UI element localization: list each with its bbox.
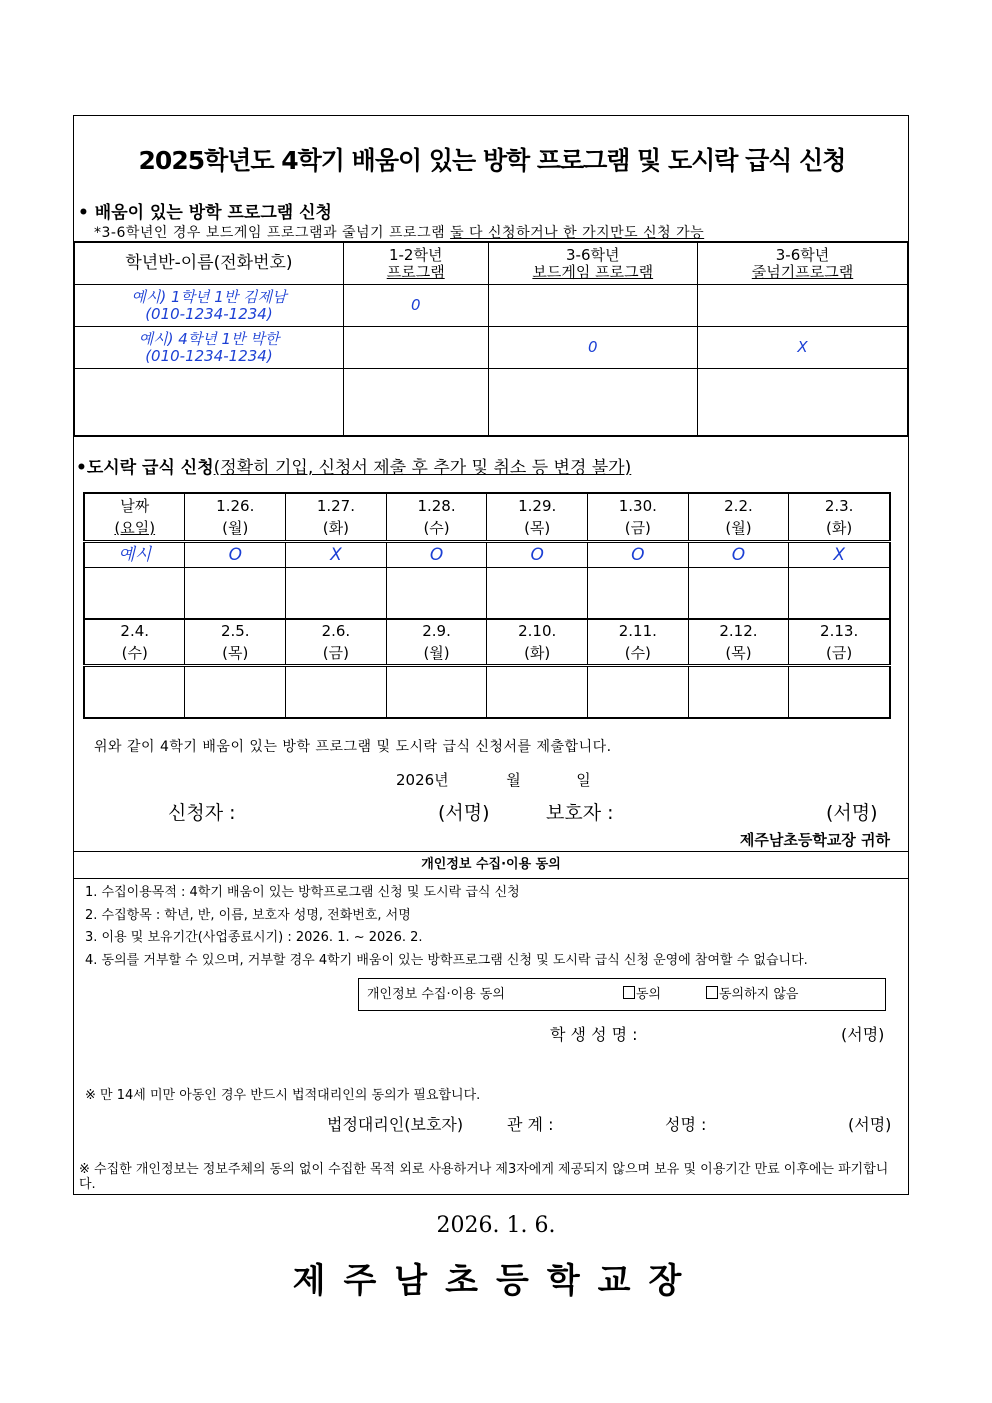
example-cell: X	[286, 542, 387, 568]
meal-entry-cell[interactable]	[487, 568, 588, 620]
meal-entry-cell[interactable]	[84, 666, 185, 719]
meal-entry-cell[interactable]	[789, 666, 890, 719]
checkbox-icon[interactable]	[706, 986, 718, 999]
meal-entry-cell[interactable]	[84, 568, 185, 620]
disagree-option[interactable]: 동의하지 않음	[706, 979, 798, 1010]
header-jumprope: 3-6학년 줄넘기프로그램	[698, 242, 909, 285]
example-cell: X	[789, 542, 890, 568]
date-cell: 2.6. (금)	[286, 619, 387, 666]
declaration-text: 위와 같이 4학기 배움이 있는 방학 프로그램 및 도시락 급식 신청서를 제출합니다.	[94, 739, 612, 755]
privacy-item: 4. 동의를 거부할 수 있으며, 거부할 경우 4학기 배움이 있는 방학프로그램 신청 및 도시락 급식 신청 운영에 참여할 수 없습니다.	[85, 952, 808, 968]
program-table	[73, 241, 909, 437]
table-row	[74, 327, 908, 369]
date-cell: 1.27. (화)	[286, 493, 387, 542]
legal-sign[interactable]: (서명)	[848, 1115, 892, 1134]
meal-entry-cell[interactable]	[688, 568, 789, 620]
date-cell: 2.12. (목)	[688, 619, 789, 666]
date-cell: 1.26. (월)	[185, 493, 286, 542]
jumprope-cell[interactable]: X	[698, 327, 909, 369]
example-cell: O	[487, 542, 588, 568]
meal-example-row	[84, 542, 890, 568]
relation-label: 관 계 :	[507, 1115, 554, 1134]
date-cell: 2.5. (목)	[185, 619, 286, 666]
meal-entry-cell[interactable]	[487, 666, 588, 719]
date-cell: 2.13. (금)	[789, 619, 890, 666]
program-note-emphasis: 둘 다 신청하거나 한 가지만도 신청 가능	[450, 225, 705, 241]
boardgame-cell[interactable]: 0	[488, 327, 697, 369]
meal-entry-cell[interactable]	[688, 666, 789, 719]
jumprope-cell[interactable]	[698, 285, 909, 327]
example-cell: O	[185, 542, 286, 568]
meal-entry-cell[interactable]	[588, 568, 689, 620]
student-cell[interactable]: 예시) 1학년 1반 김제남 (010-1234-1234)	[74, 285, 343, 327]
header-grade12: 1-2학년 프로그램	[343, 242, 488, 285]
student-sign[interactable]: (서명)	[841, 1025, 885, 1044]
program-note	[94, 222, 704, 242]
header-boardgame: 3-6학년 보드게임 프로그램	[488, 242, 697, 285]
example-cell: O	[688, 542, 789, 568]
meal-date-header-row	[84, 493, 890, 542]
date-label-cell: 날짜 (요일)	[84, 493, 185, 542]
meal-heading-note: (정확히 기입, 신청서 제출 후 추가 및 취소 등 변경 불가)	[213, 458, 632, 478]
table-row	[74, 369, 908, 437]
program-note-text: *3-6학년인 경우 보드게임 프로그램과 줄넘기 프로그램	[94, 225, 451, 241]
meal-entry-cell[interactable]	[185, 568, 286, 620]
example-cell: O	[588, 542, 689, 568]
meal-entry-cell[interactable]	[588, 666, 689, 719]
submission-date	[396, 769, 591, 790]
meal-entry-row-week1	[84, 568, 890, 620]
guardian-note: ※ 만 14세 미만 아동인 경우 반드시 법적대리인의 동의가 필요합니다.	[85, 1088, 481, 1103]
student-name-label: 학 생 성 명 :	[550, 1025, 638, 1044]
meal-entry-cell[interactable]	[286, 568, 387, 620]
meal-section-heading	[76, 453, 631, 478]
student-cell[interactable]: 예시) 4학년 1반 박한 (010-1234-1234)	[74, 327, 343, 369]
date-cell: 1.28. (수)	[386, 493, 487, 542]
agree-option[interactable]: 동의	[623, 979, 661, 1010]
date-cell: 2.10. (화)	[487, 619, 588, 666]
retention-footnote: ※ 수집한 개인정보는 정보주체의 동의 없이 수집한 목적 외로 사용하거나 제3자에게 제공되지 않으며 보유 및 이용기간 만료 이후에는 파기합니다.	[79, 1162, 889, 1192]
application-form	[73, 115, 909, 1195]
privacy-consent-section	[73, 851, 909, 1192]
table-row	[74, 285, 908, 327]
date-cell: 2.4. (수)	[84, 619, 185, 666]
issue-date: 2026. 1. 6.	[436, 1213, 556, 1238]
applicant-label: 신청자 :	[168, 802, 236, 824]
grade12-cell[interactable]	[343, 327, 488, 369]
privacy-title: 개인정보 수집·이용 동의	[73, 852, 909, 879]
form-title: 2025학년도 4학기 배움이 있는 방학 프로그램 및 도시락 급식 신청	[138, 146, 846, 175]
day-field[interactable]: 일	[576, 771, 591, 789]
date-cell: 2.3. (화)	[789, 493, 890, 542]
boardgame-cell[interactable]	[488, 285, 697, 327]
date-cell: 2.11. (수)	[588, 619, 689, 666]
applicant-sign[interactable]: (서명)	[438, 802, 490, 824]
date-cell: 1.30. (금)	[588, 493, 689, 542]
meal-entry-cell[interactable]	[789, 568, 890, 620]
meal-date-header-row-week2	[84, 619, 890, 666]
boardgame-cell[interactable]	[488, 369, 697, 437]
meal-entry-row-week2	[84, 666, 890, 719]
student-cell[interactable]	[74, 369, 343, 437]
legal-name-label: 성명 :	[665, 1115, 707, 1134]
meal-heading-bold: •도시락 급식 신청	[76, 458, 214, 478]
year-field[interactable]: 2026년	[396, 771, 449, 789]
meal-table	[83, 492, 891, 719]
date-cell: 1.29. (목)	[487, 493, 588, 542]
guardian-sign[interactable]: (서명)	[826, 802, 878, 824]
date-cell: 2.2. (월)	[688, 493, 789, 542]
program-table-header	[74, 242, 908, 285]
privacy-items	[85, 882, 808, 972]
example-label: 예시	[84, 542, 185, 568]
jumprope-cell[interactable]	[698, 369, 909, 437]
guardian-label: 보호자 :	[546, 802, 614, 824]
example-cell: O	[386, 542, 487, 568]
header-student: 학년반-이름(전화번호)	[74, 242, 343, 285]
principal-name: 제주남초등학교장	[292, 1261, 700, 1301]
privacy-item: 2. 수집항목 : 학년, 반, 이름, 보호자 성명, 전화번호, 서명	[85, 907, 411, 923]
meal-entry-cell[interactable]	[185, 666, 286, 719]
consent-label: 개인정보 수집·이용 동의	[367, 987, 505, 1002]
recipient: 제주남초등학교장 귀하	[739, 831, 890, 849]
grade12-cell[interactable]: 0	[343, 285, 488, 327]
program-section-heading: • 배움이 있는 방학 프로그램 신청	[78, 203, 332, 223]
checkbox-icon[interactable]	[623, 986, 635, 999]
month-field[interactable]: 월	[506, 771, 521, 789]
privacy-item: 1. 수집이용목적 : 4학기 배움이 있는 방학프로그램 신청 및 도시락 급식 신청	[85, 885, 520, 900]
legal-rep-label: 법정대리인(보호자)	[327, 1115, 464, 1134]
meal-entry-cell[interactable]	[286, 666, 387, 719]
privacy-item: 3. 이용 및 보유기간(사업종료시기) : 2026. 1. ~ 2026. 2.	[85, 930, 423, 945]
consent-box	[358, 978, 886, 1011]
date-cell: 2.9. (월)	[386, 619, 487, 666]
grade12-cell[interactable]	[343, 369, 488, 437]
meal-entry-cell[interactable]	[386, 666, 487, 719]
meal-entry-cell[interactable]	[386, 568, 487, 620]
